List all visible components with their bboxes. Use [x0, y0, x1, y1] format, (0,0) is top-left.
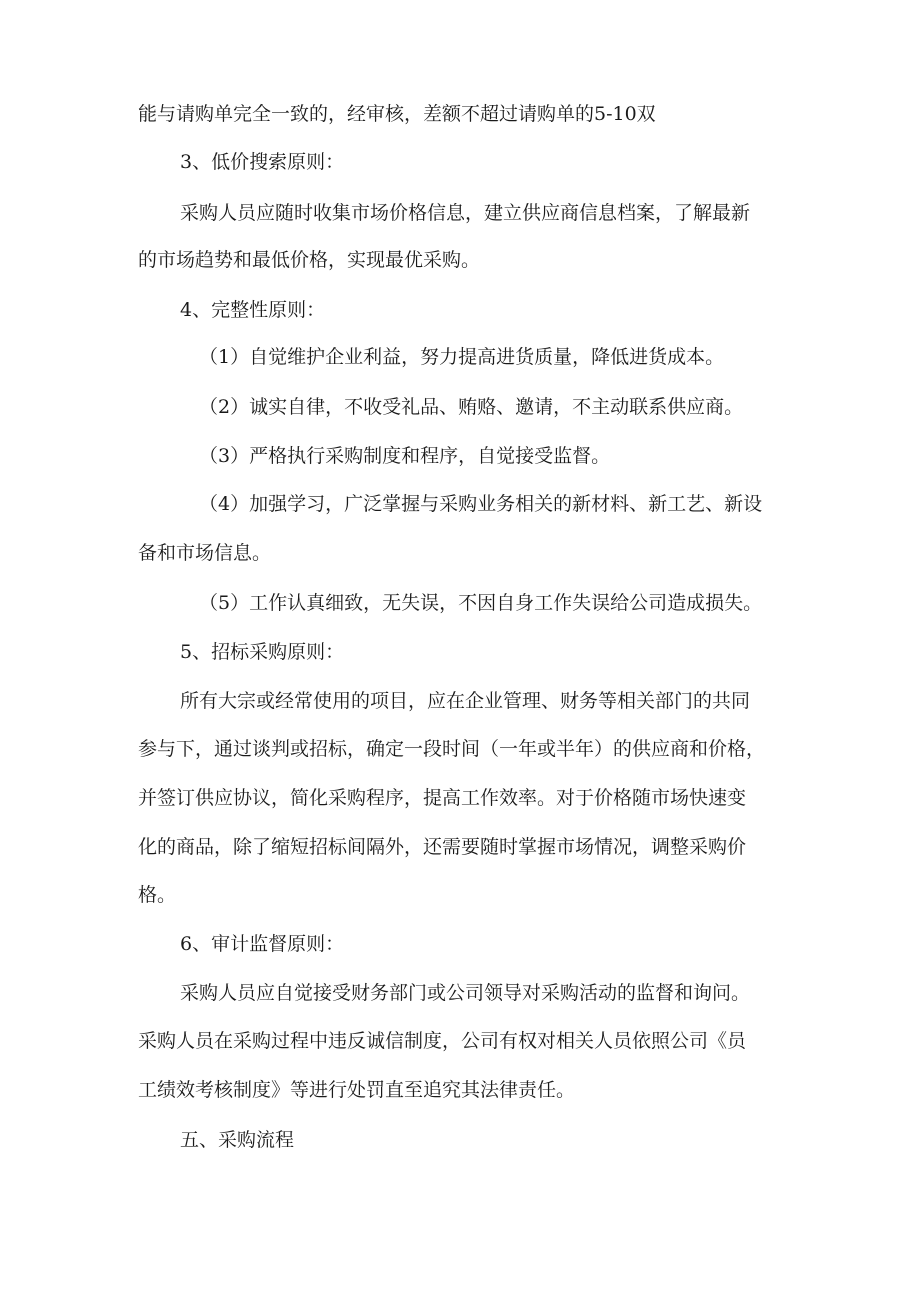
- paragraph-line: 所有大宗或经常使用的项目，应在企业管理、财务等相关部门的共同: [180, 690, 751, 712]
- paragraph-line: 备和市场信息。: [138, 542, 272, 564]
- paragraph-line: 工绩效考核制度》等进行处罚直至追究其法律责任。: [138, 1079, 576, 1101]
- list-item: （4）加强学习，广泛掌握与采购业务相关的新材料、新工艺、新设: [199, 493, 763, 515]
- paragraph-line: 并签订供应协议，简化采购程序，提高工作效率。对于价格随市场快速变: [138, 787, 747, 809]
- paragraph-line: 采购人员在采购过程中违反诚信制度，公司有权对相关人员依照公司《员: [138, 1030, 747, 1052]
- paragraph-line: 格。: [138, 884, 177, 906]
- paragraph-line: 采购人员应随时收集市场价格信息，建立供应商信息档案，了解最新: [180, 202, 751, 224]
- list-item: （3）严格执行采购制度和程序，自觉接受监督。: [199, 445, 611, 467]
- paragraph-line: 化的商品，除了缩短招标间隔外，还需要随时掌握市场情况，调整采购价: [138, 836, 747, 858]
- paragraph-line: 能与请购单完全一致的，经审核，差额不超过请购单的5-10双: [138, 103, 656, 125]
- list-item: （1）自觉维护企业利益，努力提高进货质量，降低进货成本。: [199, 346, 725, 368]
- paragraph-line: 的市场趋势和最低价格，实现最优采购。: [138, 249, 481, 271]
- paragraph-line: 采购人员应自觉接受财务部门或公司领导对采购活动的监督和询问。: [180, 982, 751, 1004]
- paragraph-line: 参与下，通过谈判或招标，确定一段时间（一年或半年）的供应商和价格，: [138, 738, 766, 760]
- section-heading-integrity: 4、完整性原则：: [180, 299, 326, 321]
- list-item: （5）工作认真细致，无失误，不因自身工作失误给公司造成损失。: [199, 592, 763, 614]
- chapter-heading-procurement-process: 五、采购流程: [180, 1129, 295, 1151]
- section-heading-audit: 6、审计监督原则：: [180, 933, 345, 955]
- list-item: （2）诚实自律，不收受礼品、贿赂、邀请，不主动联系供应商。: [199, 396, 744, 418]
- section-heading-low-price: 3、低价搜索原则：: [180, 151, 345, 173]
- section-heading-bidding: 5、招标采购原则：: [180, 641, 345, 663]
